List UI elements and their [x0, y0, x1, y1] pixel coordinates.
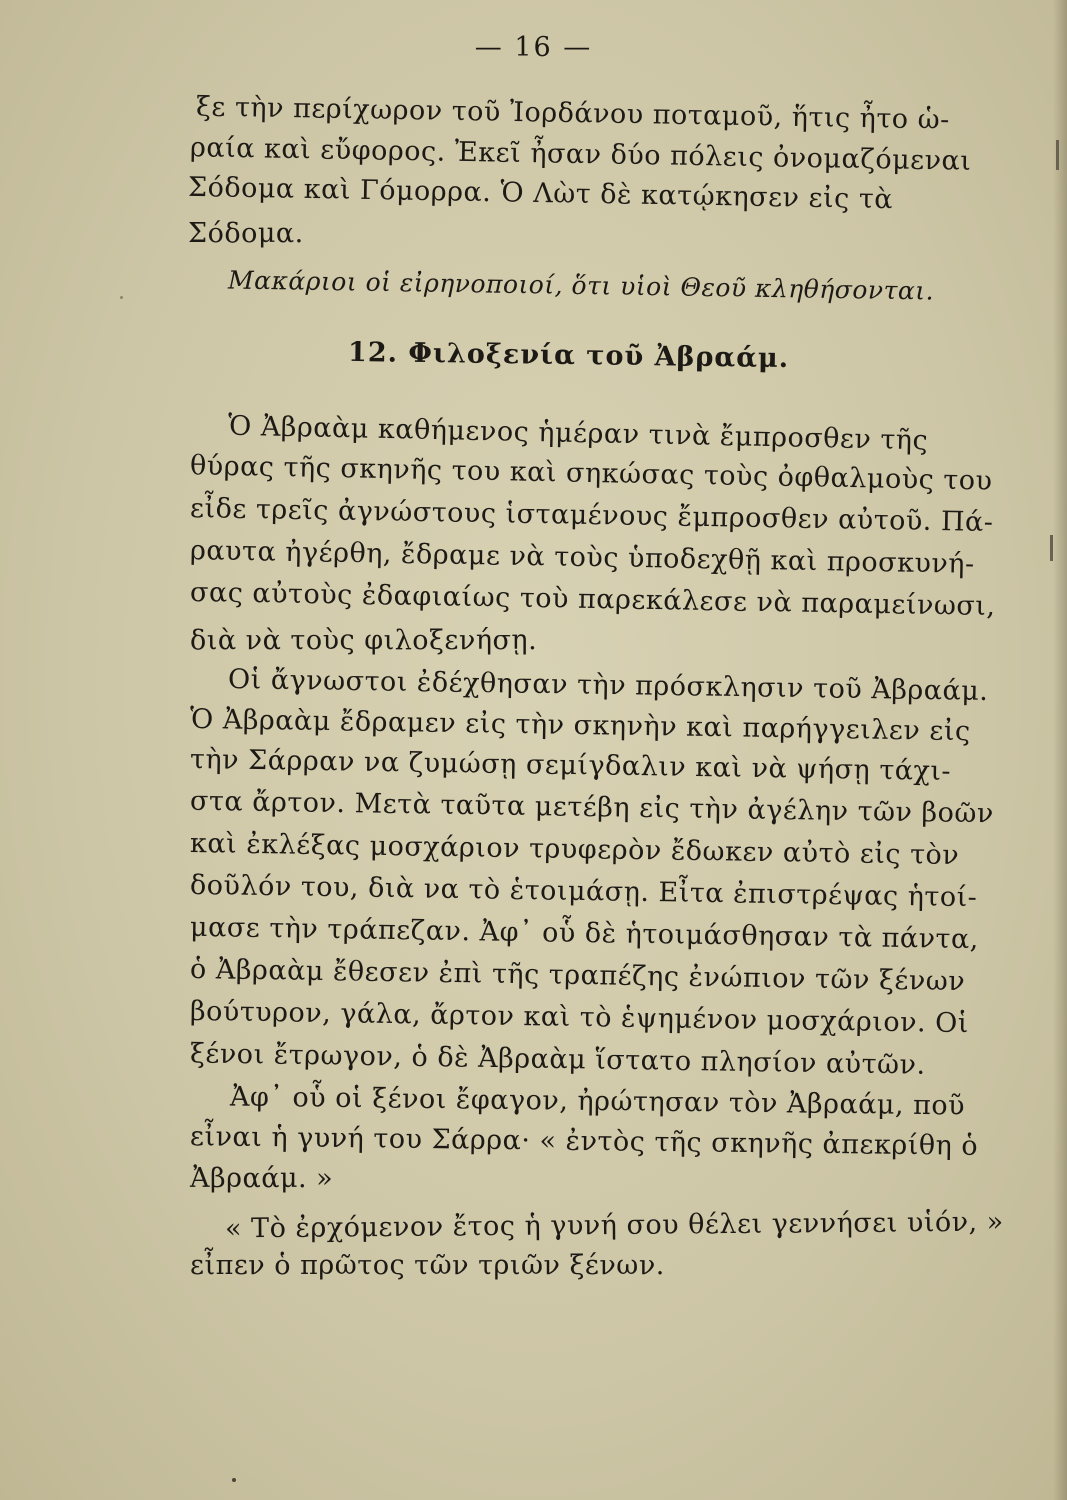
- text-line: Ἀβραάμ. »: [190, 1163, 334, 1194]
- text-line: στα ἄρτον. Μετὰ ταῦτα μετέβη εἰς τὴν ἀγέλην τῶν βοῶν: [189, 785, 995, 830]
- page-edge-shadow: [1053, 0, 1067, 1500]
- margin-mark: [1050, 535, 1053, 561]
- text-line: διὰ νὰ τοὺς φιλοξενήσῃ.: [190, 625, 538, 656]
- text-line: Οἱ ἄγνωστοι ἐδέχθησαν τὴν πρόσκλησιν τοῦ Ἀβραάμ.: [227, 664, 989, 707]
- proverb-quote: Μακάριοι οἱ εἰρηνοποιοί, ὅτι υἱοὶ Θεοῦ κληθήσονται.: [227, 265, 935, 306]
- paper-speck: [232, 1478, 236, 1482]
- text-line: εἶναι ἡ γυνή του Σάρρα· « ἐντὸς τῆς σκηνῆς ἀπεκρίθη ὁ: [189, 1121, 979, 1162]
- text-line: « Τὸ ἐρχόμενον ἔτος ἡ γυνή σου θέλει γεννήσει υἱόν, »: [224, 1206, 1004, 1245]
- text-line: Ὁ Ἀβραὰμ ἔδραμεν εἰς τὴν σκηνὴν καὶ παρήγγειλεν εἰς: [189, 703, 971, 748]
- section-heading: 12. Φιλοξενία τοῦ Ἀβραάμ.: [347, 336, 790, 375]
- text-line: καὶ ἐκλέξας μοσχάριον τρυφερὸν ἔδωκεν αὐτὸ εἰς τὸν: [189, 827, 960, 872]
- text-line: Ὁ Ἀβραὰμ καθήμενος ἡμέραν τινὰ ἔμπροσθεν τῆς: [227, 410, 929, 457]
- paper-speck: [120, 296, 123, 299]
- text-line: ξένοι ἔτρωγον, ὁ δὲ Ἀβραὰμ ἵστατο πλησίον αὐτῶν.: [189, 1038, 926, 1081]
- page-number: — 16 —: [474, 32, 593, 63]
- text-line: μασε τὴν τράπεζαν. Ἀφ᾽ οὗ δὲ ἡτοιμάσθησαν τὰ πάντα,: [189, 911, 980, 956]
- text-line: δοῦλόν του, διὰ να τὸ ἑτοιμάσῃ. Εἶτα ἐπιστρέψας ἡτοί-: [189, 869, 978, 914]
- text-line: εἶδε τρεῖς ἀγνώστους ἱσταμένους ἔμπροσθεν αὐτοῦ. Πά-: [189, 492, 994, 539]
- text-line: τὴν Σάρραν να ζυμώσῃ σεμίγδαλιν καὶ νὰ ψήσῃ τάχι-: [189, 744, 952, 787]
- margin-mark: [1056, 140, 1059, 170]
- text-line: Σόδομα καὶ Γόμορρα. Ὁ Λὼτ δὲ κατῴκησεν εἰς τὰ: [187, 171, 894, 216]
- text-line: σας αὐτοὺς ἐδαφιαίως τοὺ παρεκάλεσε νὰ παραμείνωσι,: [189, 576, 996, 623]
- text-line: Σόδομα.: [188, 218, 304, 249]
- text-line: θύρας τῆς σκηνῆς του καὶ σηκώσας τοὺς ὀφθαλμοὺς του: [189, 450, 993, 497]
- text-line: ραυτα ἠγέρθη, ἔδραμε νὰ τοὺς ὑποδεχθῇ καὶ προσκυνή-: [189, 535, 975, 580]
- text-line: ὁ Ἀβραὰμ ἔθεσεν ἐπὶ τῆς τραπέζης ἐνώπιον τῶν ξένων: [189, 953, 966, 998]
- text-line: ξε τὴν περίχωρον τοῦ Ἰορδάνου ποταμοῦ, ἥτις ἦτο ὡ-: [195, 91, 951, 136]
- text-line: ραία καὶ εὔφορος. Ἐκεῖ ἦσαν δύο πόλεις ὀνομαζόμεναι: [189, 132, 972, 177]
- text-line: εἶπεν ὁ πρῶτος τῶν τριῶν ξένων.: [190, 1250, 665, 1281]
- text-line: Ἀφ᾽ οὗ οἱ ξένοι ἔφαγον, ἠρώτησαν τὸν Ἀβραάμ, ποῦ: [229, 1081, 966, 1122]
- text-line: βούτυρον, γάλα, ἄρτον καὶ τὸ ἑψημένον μοσχάριον. Οἱ: [189, 995, 970, 1040]
